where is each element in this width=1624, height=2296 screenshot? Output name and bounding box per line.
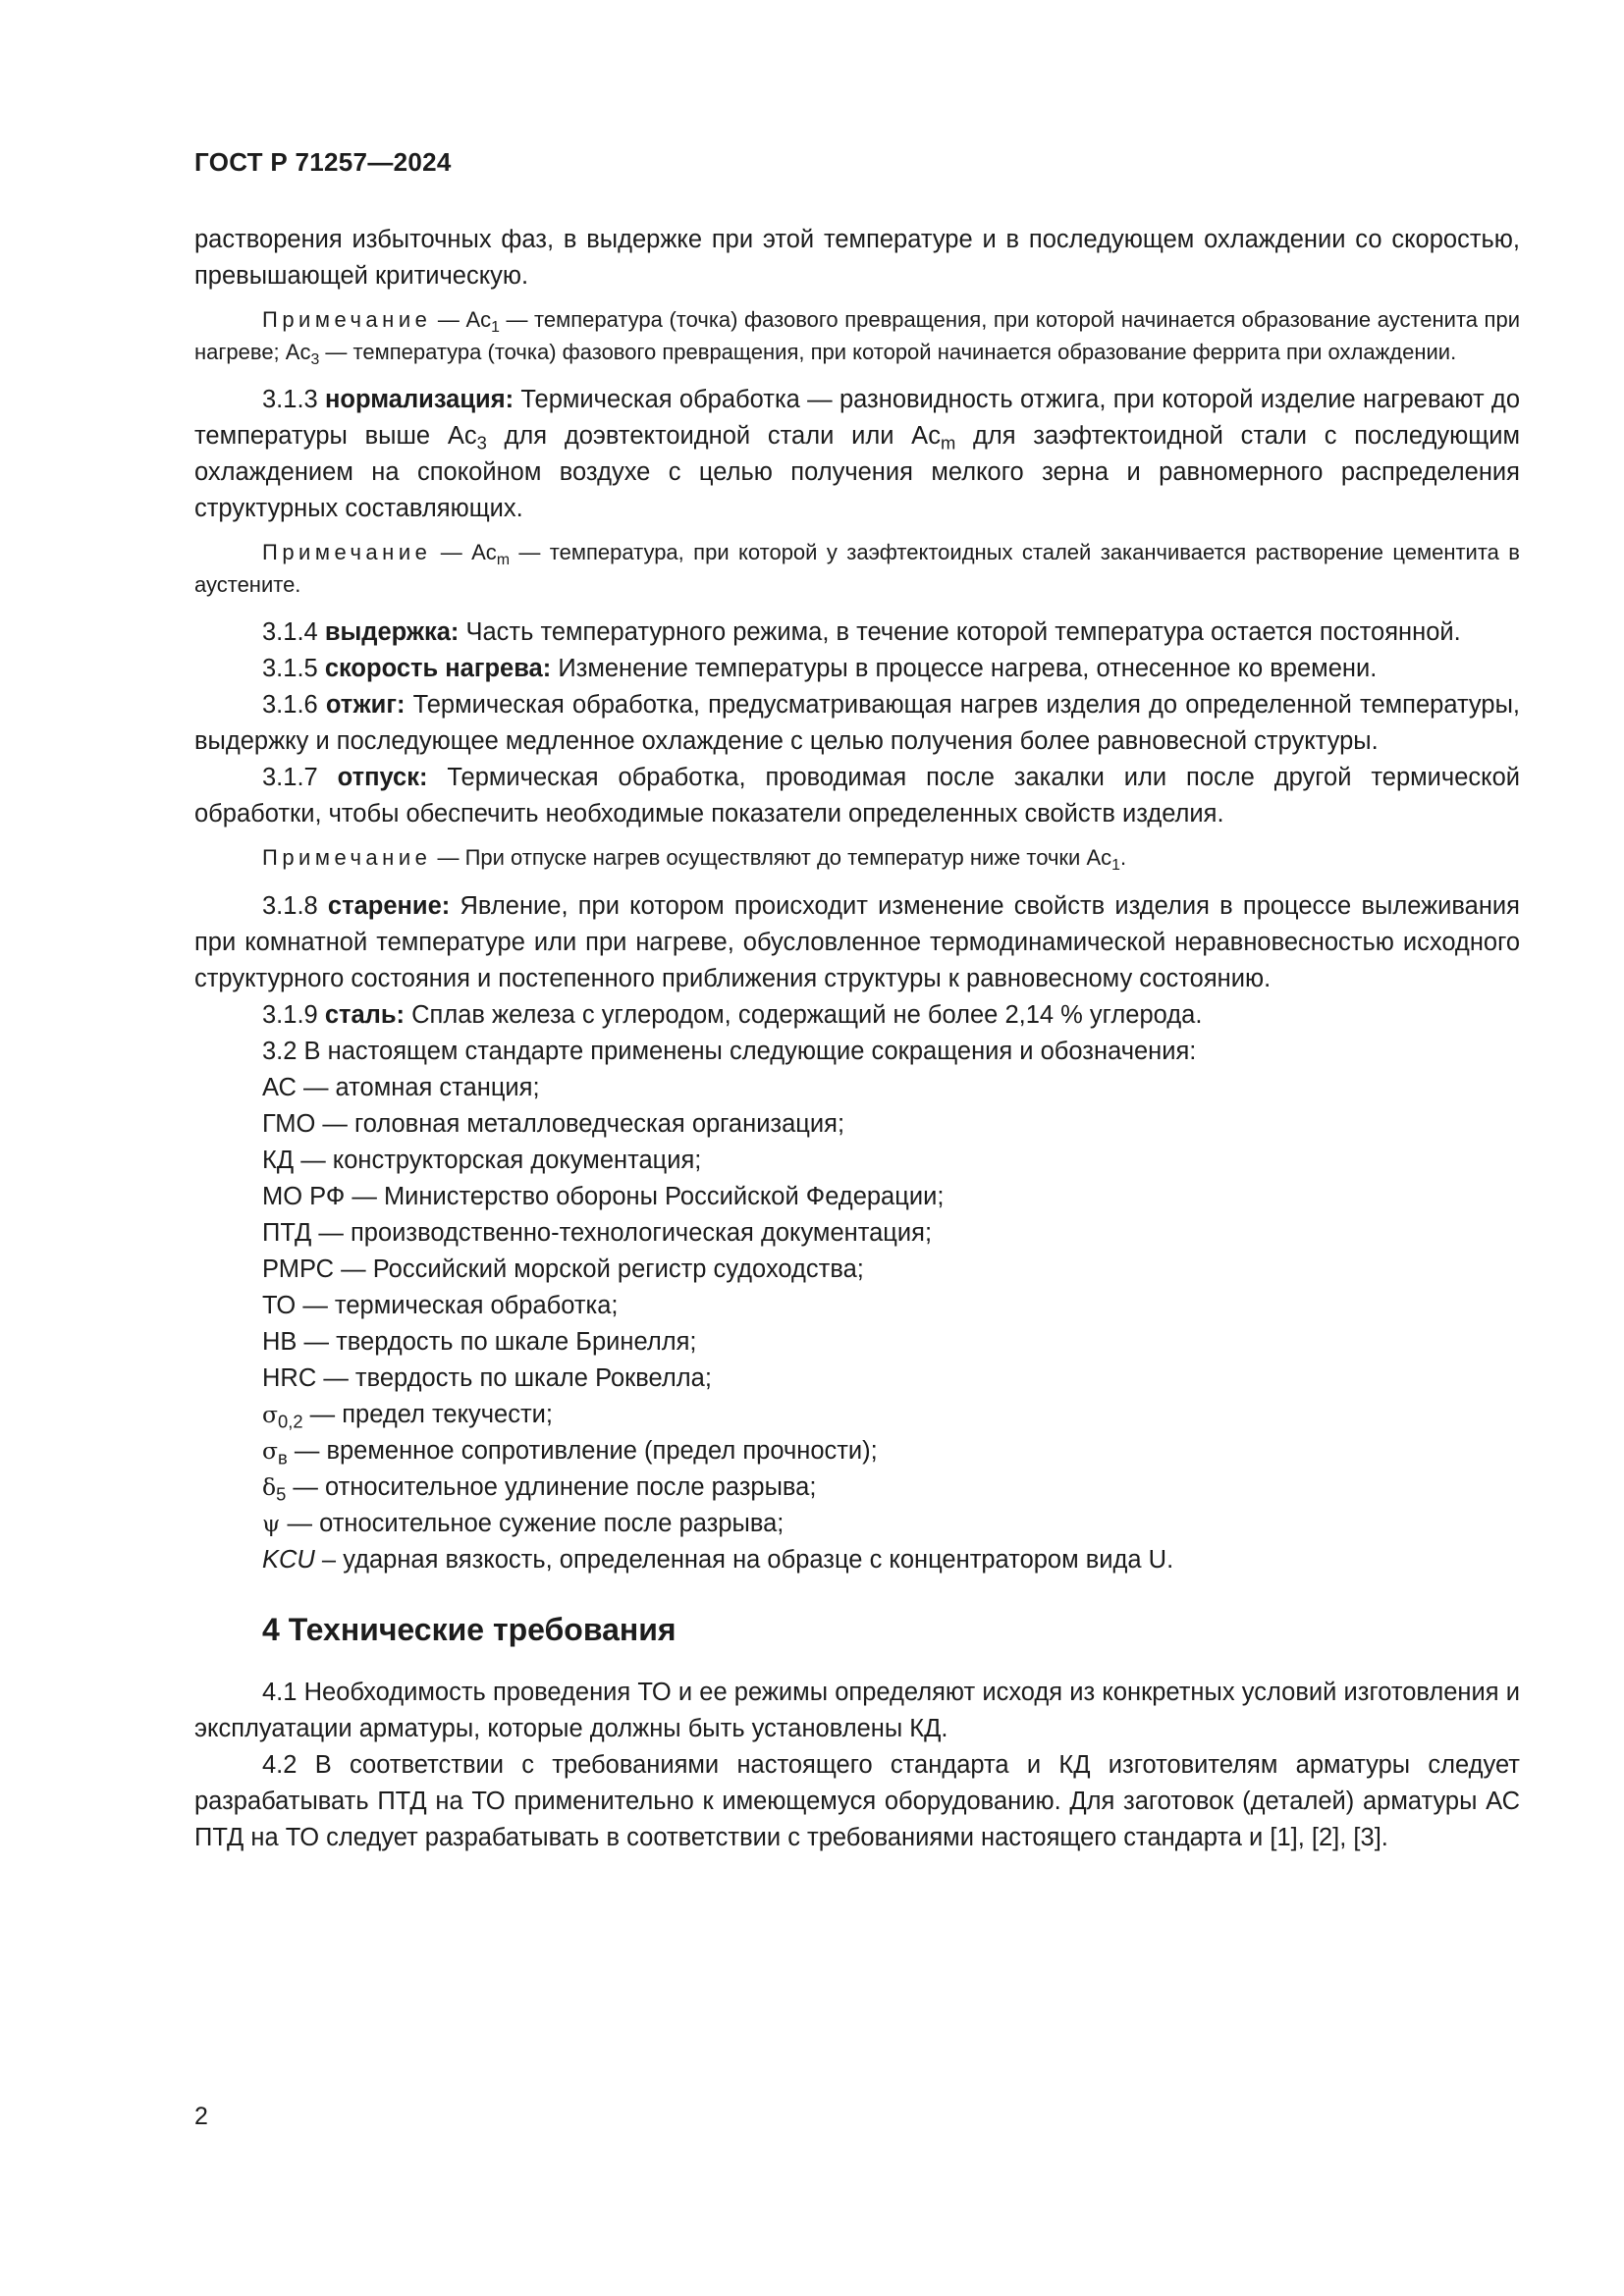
- symbol-kcu: KCU – ударная вязкость, определенная на образце с концентратором вида U.: [262, 1545, 1174, 1574]
- term-3-1-3: 3.1.3 нормализация: Термическая обработка — разновидность отжига, при которой изделие нагревают до температуры выше $Ac_3$ для доэвтектоидной стали или $Ac_m$ для заэфтектоидной стали с последующим охлаждением на спокойном воздухе с целью получения мелкого зерна и равномерного распределения структурных составляющих.: [194, 386, 1520, 522]
- paragraph-4-2: 4.2 В соответствии с требованиями настоящего стандарта и КД изготовителям арматуры следует разрабатывать ПТД на ТО применительно к имеющемуся оборудованию. Для заготовок (деталей) арматуры АС ПТД на ТО следует разрабатывать в соответствии с требованиями настоящего стандарта и [1], [2], [3].: [194, 1750, 1520, 1851]
- note-1: Примечание — $Ac_1$ — температура (точка) фазового превращения, при которой начинается образование аустенита при нагреве; $Ac_3$ — температура (точка) фазового превращения, при которой начинается образование феррита при охлаждении.: [194, 307, 1520, 368]
- symbol-delta-5: $\delta_5$ — относительное удлинение после разрыва;: [262, 1472, 817, 1504]
- abbreviation-item: ТО — термическая обработка;: [262, 1291, 619, 1319]
- term-3-1-5: 3.1.5 скорость нагрева: Изменение температуры в процессе нагрева, отнесенное ко времени.: [262, 655, 1378, 682]
- page-content: [194, 222, 1520, 1856]
- term-label: сталь:: [324, 1000, 406, 1029]
- document-header: ГОСТ Р 71257—2024: [194, 147, 452, 177]
- abbreviation-item: ПТД — производственно-технологическая документация;: [262, 1218, 933, 1247]
- continuation-paragraph: растворения избыточных фаз, в выдержке при этой температуре и в последующем охлаждении со скоростью, превышающей критическую.: [194, 226, 1520, 290]
- term-3-1-8: 3.1.8 старение: Явление, при котором происходит изменение свойств изделия в процессе вылеживания при комнатной температуре или при нагреве, обусловленное термодинамической неравновесностью исходного структурного состояния и постепенного приближения структуры к равновесному состоянию.: [194, 891, 1520, 992]
- abbreviation-item: HB — твердость по шкале Бринелля;: [262, 1327, 697, 1356]
- term-3-1-9: 3.1.9 сталь: Сплав железа с углеродом, содержащий не более 2,14 % углерода.: [262, 1000, 1203, 1029]
- term-label: отпуск:: [337, 764, 428, 791]
- symbol-sigma-02: $\sigma_{0,2}$ — предел текучести;: [262, 1400, 553, 1431]
- abbreviation-item: HRC — твердость по шкале Роквелла;: [262, 1363, 712, 1392]
- note-2: Примечание — $Ac_m$ — температура, при которой у заэфтектоидных сталей заканчивается растворение цементита в аустените.: [194, 540, 1520, 597]
- page-number: 2: [194, 2103, 208, 2130]
- abbreviation-item: ГМО — головная металловедческая организация;: [262, 1109, 845, 1138]
- term-label: нормализация:: [325, 386, 514, 413]
- note-3: Примечание — При отпуске нагрев осуществляют до температур ниже точки $Ac_1$.: [262, 845, 1127, 874]
- term-3-1-6: 3.1.6 отжиг: Термическая обработка, предусматривающая нагрев изделия до определенной температуры, выдержку и последующее медленное охлаждение с целью получения более равновесной структуры.: [194, 691, 1520, 755]
- abbreviation-item: АС — атомная станция;: [262, 1073, 540, 1101]
- symbol-psi: ψ — относительное сужение после разрыва;: [262, 1509, 785, 1537]
- abbreviation-item: РМРС — Российский морской регистр судоходства;: [262, 1255, 864, 1283]
- paragraph-4-1: 4.1 Необходимость проведения ТО и ее режимы определяют исходя из конкретных условий изготовления и эксплуатации арматуры, которые должны быть установлены КД.: [194, 1678, 1520, 1742]
- note-lead: Примечание: [262, 845, 432, 870]
- symbol-sigma-b: $\sigma_в$ — временное сопротивление (предел прочности);: [262, 1436, 878, 1468]
- term-label: выдержка:: [324, 618, 460, 646]
- section-heading: 4 Технические требования: [262, 1611, 677, 1647]
- term-label: старение:: [327, 891, 451, 920]
- note-lead: Примечание: [262, 307, 432, 332]
- term-label: скорость нагрева:: [324, 655, 552, 682]
- term-label: отжиг:: [325, 691, 406, 719]
- abbreviation-item: МО РФ — Министерство обороны Российской Федерации;: [262, 1182, 945, 1210]
- term-3-1-4: 3.1.4 выдержка: Часть температурного режима, в течение которой температура остается постоянной.: [262, 618, 1461, 646]
- term-3-1-7: 3.1.7 отпуск: Термическая обработка, проводимая после закалки или после другой термической обработки, чтобы обеспечить необходимые показатели определенных свойств изделия.: [194, 764, 1520, 828]
- abbreviations-intro: 3.2 В настоящем стандарте применены следующие сокращения и обозначения:: [262, 1037, 1197, 1065]
- abbreviation-item: КД — конструкторская документация;: [262, 1146, 702, 1174]
- note-lead: Примечание: [262, 540, 432, 564]
